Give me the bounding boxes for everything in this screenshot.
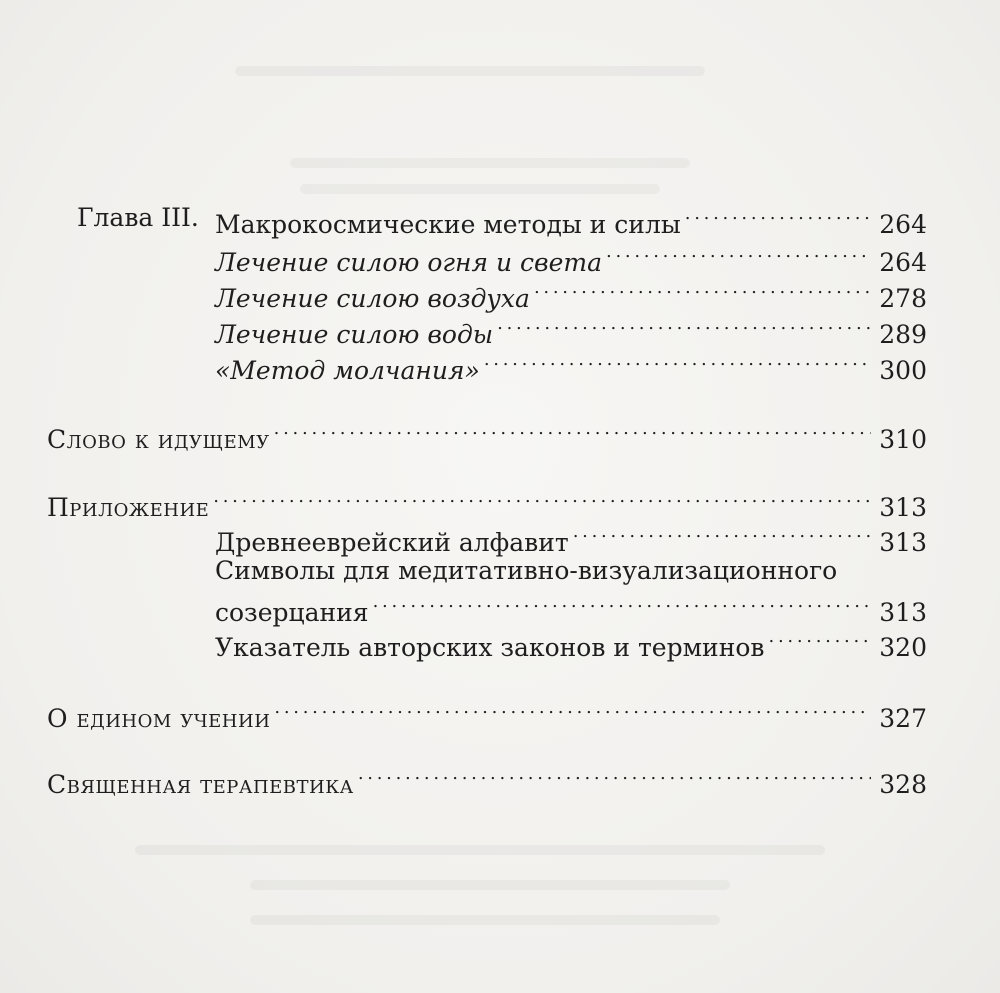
bleed-through-mark (135, 845, 825, 855)
toc-entry-sacred-therapeutics[interactable] (47, 763, 927, 800)
toc-page-number: 328 (879, 770, 927, 799)
toc-entry-unified-teaching[interactable] (47, 697, 927, 734)
toc-page-number: 313 (879, 528, 927, 557)
toc-entry-section[interactable] (215, 277, 927, 314)
toc-page-number: 320 (879, 633, 927, 662)
toc-entry-appendix-item[interactable] (215, 521, 927, 558)
dot-leader (274, 697, 871, 727)
toc-entry-title: Лечение силою воздуха (215, 284, 530, 313)
dot-leader (573, 521, 872, 551)
dot-leader (373, 591, 872, 621)
bleed-through-mark (250, 915, 720, 925)
toc-entry-title: Указатель авторских законов и терминов (215, 633, 765, 662)
chapter-label: Глава III. (77, 203, 199, 232)
dot-leader (484, 349, 871, 379)
dot-leader (769, 626, 872, 656)
toc-entry-title: О едином учении (47, 704, 271, 733)
dot-leader (534, 277, 871, 307)
toc-entry-title: Приложение (47, 493, 210, 522)
toc-entry-title: «Метод молчания» (215, 356, 480, 385)
toc-entry-appendix-item[interactable] (215, 626, 927, 663)
dot-leader (685, 203, 872, 233)
toc-page-number: 278 (879, 284, 927, 313)
toc-entry-appendix[interactable] (47, 486, 927, 523)
toc-entry-section[interactable] (215, 241, 927, 278)
toc-entry-title: Древнееврейский алфавит (215, 528, 569, 557)
dot-leader (497, 313, 871, 343)
toc-page-number: 310 (879, 425, 927, 454)
toc-entry-appendix-item[interactable] (215, 591, 927, 628)
toc-page-number: 327 (879, 704, 927, 733)
toc-page-number: 289 (879, 320, 927, 349)
bleed-through-mark (235, 66, 705, 76)
bleed-through-mark (250, 880, 730, 890)
toc-entry-title: Лечение силою воды (215, 320, 494, 349)
toc-entry-section[interactable] (215, 349, 927, 386)
toc-entry-title-line1[interactable]: Символы для медитативно-визуализационного (215, 556, 838, 585)
toc-entry-chapter[interactable] (215, 203, 927, 240)
toc-page-number: 300 (879, 356, 927, 385)
toc-entry-word-to-goer[interactable] (47, 418, 927, 455)
toc-page-number: 264 (879, 248, 927, 277)
toc-entry-title: Лечение силою огня и света (215, 248, 602, 277)
dot-leader (213, 486, 871, 516)
toc-entry-title: Священная терапевтика (47, 770, 354, 799)
toc-page-number: 264 (879, 210, 927, 239)
toc-entry-title: созерцания (215, 598, 369, 627)
dot-leader (274, 418, 872, 448)
dot-leader (606, 241, 871, 271)
toc-entry-title: Слово к идущему (47, 425, 270, 454)
bleed-through-mark (300, 184, 660, 194)
toc-entry-section[interactable] (215, 313, 927, 350)
toc-page-number: 313 (879, 598, 927, 627)
bleed-through-mark (290, 158, 690, 168)
dot-leader (358, 763, 871, 793)
toc-page-number: 313 (879, 493, 927, 522)
toc-entry-title: Макрокосмические методы и силы (215, 210, 681, 239)
